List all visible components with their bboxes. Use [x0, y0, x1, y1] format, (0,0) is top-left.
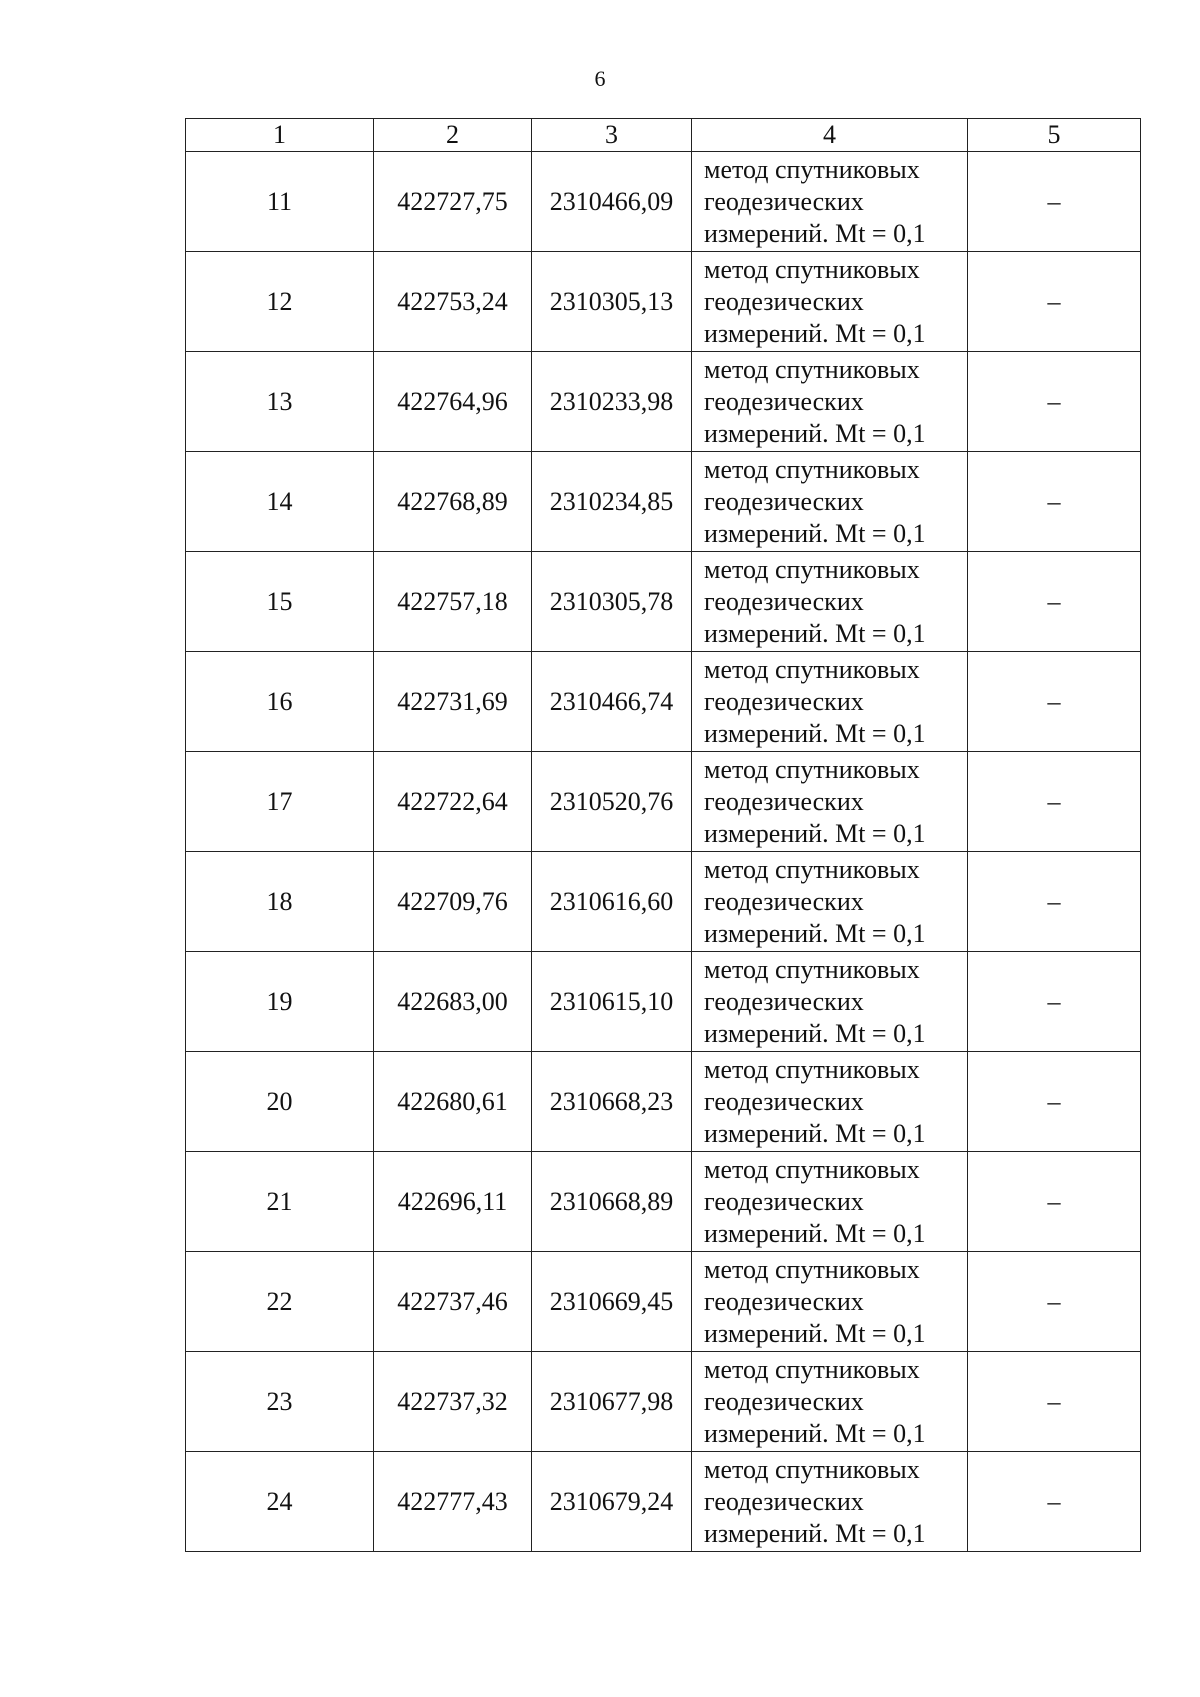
note-cell: –: [968, 1052, 1141, 1152]
method-text-line: геодезических: [704, 1386, 864, 1416]
column-header: 5: [968, 119, 1141, 152]
page-number: 6: [594, 66, 606, 91]
coordinate-y-cell: 2310677,98: [532, 1352, 692, 1452]
method-text-line: метод спутниковых: [704, 654, 920, 684]
method-text-line: метод спутниковых: [704, 1154, 920, 1184]
note-cell: –: [968, 452, 1141, 552]
point-number-cell: 11: [186, 152, 374, 252]
table-row: [186, 1452, 1141, 1552]
method-text-line: метод спутниковых: [704, 954, 920, 984]
method-text-line: метод спутниковых: [704, 1054, 920, 1084]
table-row: [186, 652, 1141, 752]
method-text-line: метод спутниковых: [704, 454, 920, 484]
coordinates-table: [185, 118, 1141, 1552]
method-cell: [692, 652, 968, 752]
coordinate-x-cell: 422764,96: [374, 352, 532, 452]
table-row: [186, 1152, 1141, 1252]
method-text-line: измерений. Mt = 0,1: [704, 1118, 926, 1148]
method-cell: [692, 752, 968, 852]
point-number-cell: 21: [186, 1152, 374, 1252]
table-row: [186, 752, 1141, 852]
coordinate-x-cell: 422737,46: [374, 1252, 532, 1352]
point-number-cell: 12: [186, 252, 374, 352]
coordinate-y-cell: 2310234,85: [532, 452, 692, 552]
method-text-line: метод спутниковых: [704, 754, 920, 784]
point-number-cell: 14: [186, 452, 374, 552]
coordinate-y-cell: 2310679,24: [532, 1452, 692, 1552]
column-header: 1: [186, 119, 374, 152]
point-number-cell: 22: [186, 1252, 374, 1352]
method-text-line: геодезических: [704, 186, 864, 216]
method-text-line: геодезических: [704, 1086, 864, 1116]
method-text-line: измерений. Mt = 0,1: [704, 1218, 926, 1248]
coordinates-table-body: [186, 119, 1141, 1552]
coordinate-y-cell: 2310233,98: [532, 352, 692, 452]
coordinate-x-cell: 422757,18: [374, 552, 532, 652]
method-text-line: измерений. Mt = 0,1: [704, 1418, 926, 1448]
note-cell: –: [968, 1452, 1141, 1552]
note-cell: –: [968, 652, 1141, 752]
method-text-line: метод спутниковых: [704, 1354, 920, 1384]
table-row: [186, 1352, 1141, 1452]
point-number-cell: 18: [186, 852, 374, 952]
method-cell: [692, 1352, 968, 1452]
method-text-line: метод спутниковых: [704, 554, 920, 584]
note-cell: –: [968, 1252, 1141, 1352]
point-number-cell: 20: [186, 1052, 374, 1152]
note-cell: –: [968, 752, 1141, 852]
method-text-line: измерений. Mt = 0,1: [704, 918, 926, 948]
note-cell: –: [968, 852, 1141, 952]
method-text-line: измерений. Mt = 0,1: [704, 218, 926, 248]
method-text-line: геодезических: [704, 386, 864, 416]
point-number-cell: 24: [186, 1452, 374, 1552]
method-cell: [692, 1152, 968, 1252]
coordinate-x-cell: 422727,75: [374, 152, 532, 252]
method-cell: [692, 252, 968, 352]
method-text-line: измерений. Mt = 0,1: [704, 618, 926, 648]
method-text-line: метод спутниковых: [704, 854, 920, 884]
method-text-line: геодезических: [704, 286, 864, 316]
table-row: [186, 852, 1141, 952]
method-text-line: геодезических: [704, 1486, 864, 1516]
coordinate-y-cell: 2310669,45: [532, 1252, 692, 1352]
column-header: 3: [532, 119, 692, 152]
table-header-row: [186, 119, 1141, 152]
note-cell: –: [968, 252, 1141, 352]
coordinate-y-cell: 2310466,09: [532, 152, 692, 252]
method-text-line: измерений. Mt = 0,1: [704, 1518, 926, 1548]
note-cell: –: [968, 1152, 1141, 1252]
method-text-line: измерений. Mt = 0,1: [704, 1018, 926, 1048]
note-cell: –: [968, 552, 1141, 652]
method-cell: [692, 1452, 968, 1552]
coordinate-x-cell: 422709,76: [374, 852, 532, 952]
method-text-line: геодезических: [704, 686, 864, 716]
method-cell: [692, 952, 968, 1052]
method-cell: [692, 352, 968, 452]
point-number-cell: 15: [186, 552, 374, 652]
method-text-line: измерений. Mt = 0,1: [704, 318, 926, 348]
coordinate-x-cell: 422680,61: [374, 1052, 532, 1152]
coordinate-y-cell: 2310520,76: [532, 752, 692, 852]
method-text-line: измерений. Mt = 0,1: [704, 418, 926, 448]
method-text-line: геодезических: [704, 586, 864, 616]
note-cell: –: [968, 1352, 1141, 1452]
table-row: [186, 952, 1141, 1052]
table-row: [186, 1252, 1141, 1352]
coordinate-y-cell: 2310616,60: [532, 852, 692, 952]
coordinate-y-cell: 2310305,78: [532, 552, 692, 652]
method-text-line: измерений. Mt = 0,1: [704, 1318, 926, 1348]
note-cell: –: [968, 352, 1141, 452]
method-cell: [692, 1052, 968, 1152]
table-row: [186, 252, 1141, 352]
note-cell: –: [968, 152, 1141, 252]
table-row: [186, 552, 1141, 652]
table-row: [186, 452, 1141, 552]
table-row: [186, 352, 1141, 452]
method-text-line: геодезических: [704, 986, 864, 1016]
point-number-cell: 13: [186, 352, 374, 452]
coordinate-x-cell: 422683,00: [374, 952, 532, 1052]
coordinate-x-cell: 422777,43: [374, 1452, 532, 1552]
method-text-line: геодезических: [704, 886, 864, 916]
method-text-line: метод спутниковых: [704, 154, 920, 184]
coordinate-x-cell: 422696,11: [374, 1152, 532, 1252]
table-row: [186, 1052, 1141, 1152]
method-cell: [692, 152, 968, 252]
method-text-line: метод спутниковых: [704, 1254, 920, 1284]
table-row: [186, 152, 1141, 252]
method-cell: [692, 552, 968, 652]
coordinate-y-cell: 2310615,10: [532, 952, 692, 1052]
column-header: 2: [374, 119, 532, 152]
coordinate-y-cell: 2310305,13: [532, 252, 692, 352]
point-number-cell: 19: [186, 952, 374, 1052]
coordinate-x-cell: 422753,24: [374, 252, 532, 352]
method-text-line: метод спутниковых: [704, 254, 920, 284]
point-number-cell: 17: [186, 752, 374, 852]
method-text-line: измерений. Mt = 0,1: [704, 518, 926, 548]
point-number-cell: 23: [186, 1352, 374, 1452]
method-text-line: метод спутниковых: [704, 354, 920, 384]
coordinate-x-cell: 422731,69: [374, 652, 532, 752]
method-cell: [692, 1252, 968, 1352]
coordinate-x-cell: 422768,89: [374, 452, 532, 552]
method-cell: [692, 452, 968, 552]
coordinate-x-cell: 422722,64: [374, 752, 532, 852]
coordinate-y-cell: 2310668,23: [532, 1052, 692, 1152]
method-text-line: геодезических: [704, 786, 864, 816]
point-number-cell: 16: [186, 652, 374, 752]
note-cell: –: [968, 952, 1141, 1052]
method-cell: [692, 852, 968, 952]
method-text-line: геодезических: [704, 1286, 864, 1316]
method-text-line: метод спутниковых: [704, 1454, 920, 1484]
column-header: 4: [692, 119, 968, 152]
method-text-line: измерений. Mt = 0,1: [704, 718, 926, 748]
coordinate-y-cell: 2310466,74: [532, 652, 692, 752]
coordinate-x-cell: 422737,32: [374, 1352, 532, 1452]
method-text-line: геодезических: [704, 486, 864, 516]
method-text-line: измерений. Mt = 0,1: [704, 818, 926, 848]
method-text-line: геодезических: [704, 1186, 864, 1216]
coordinate-y-cell: 2310668,89: [532, 1152, 692, 1252]
